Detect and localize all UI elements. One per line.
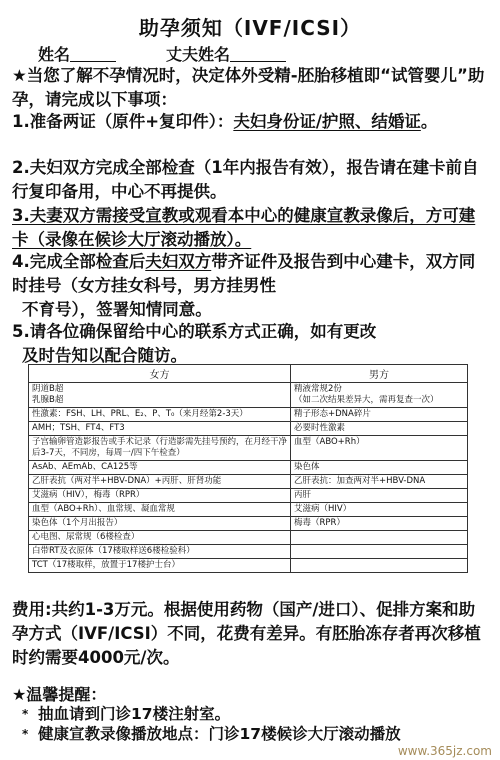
- female-exam-cell: 艾滋病（HIV），梅毒（RPR）: [29, 489, 291, 503]
- table-row: [29, 461, 468, 475]
- tip-1-text: 抽血请到门诊17楼注射室。: [38, 705, 231, 723]
- female-exam-cell: 白带RT及衣原体（17楼取样送6楼检验科）: [29, 545, 291, 559]
- wife-name-label: 姓名: [38, 45, 71, 64]
- item-4-underlined: 夫妇双方: [145, 252, 212, 271]
- item-5-line1: 5.请各位确保留给中心的联系方式正确，如有更改: [12, 322, 377, 341]
- table-row: [29, 489, 468, 503]
- exam-table: [28, 364, 468, 573]
- item-1-end: 。: [420, 112, 438, 131]
- table-row: [29, 531, 468, 545]
- item-3: 3.夫妻双方需接受宣教或观看本中心的健康宣教录像后，方可建卡（录像在候诊大厅滚动播放）。: [12, 206, 476, 249]
- item-4-text: 4.完成全部检查后: [12, 252, 146, 271]
- header-male: 男方: [291, 365, 468, 383]
- female-exam-cell: 子宫输卵管造影报告或手术记录（行造影需先挂号预约，在月经干净后3-7天，不同房，每周一/四下午检查）: [29, 436, 291, 461]
- item-1-underlined: 夫妇身份证/护照、结婚证: [233, 112, 421, 131]
- item-5-line2: 及时告知以配合随访。: [22, 346, 187, 365]
- male-exam-cell: [291, 545, 468, 559]
- item-1: [12, 110, 488, 134]
- page-title: 助孕须知（IVF/ICSI）: [138, 16, 362, 40]
- tip-2: [22, 724, 478, 744]
- header-female: 女方: [29, 365, 291, 383]
- item-4: [12, 250, 488, 322]
- husband-name-blank: [230, 47, 286, 62]
- intro-text: ★当您了解不孕情况时，决定体外受精-胚胎移植即“试管婴儿”助孕，请完成以下事项：: [12, 66, 485, 109]
- watermark: www.365jz.com: [397, 744, 492, 758]
- male-exam-cell: 乙肝表抗：加查两对半+HBV-DNA: [291, 475, 468, 489]
- tips-heading: ★温馨提醒：: [12, 685, 107, 704]
- female-exam-cell: 心电图、尿常规（6楼检查）: [29, 531, 291, 545]
- bullet-star-icon: *: [22, 727, 29, 741]
- table-row: [29, 422, 468, 436]
- female-exam-cell: AMH；TSH、FT4、FT3: [29, 422, 291, 436]
- table-row: [29, 408, 468, 422]
- male-exam-cell: [291, 559, 468, 573]
- bullet-star-icon: *: [22, 707, 29, 721]
- female-exam-cell: 染色体（1个月出报告）: [29, 517, 291, 531]
- female-exam-cell: 血型（ABO+Rh）、血常规、凝血常规: [29, 503, 291, 517]
- item-2: 2.夫妇双方完成全部检查（1年内报告有效），报告请在建卡前自行复印备用，中心不再提供。: [12, 158, 479, 201]
- table-row: [29, 436, 468, 461]
- female-exam-cell: 阴道B超 乳腺B超: [29, 383, 291, 408]
- table-row: [29, 545, 468, 559]
- item-5: [12, 320, 488, 368]
- male-exam-cell: 必要时性激素: [291, 422, 468, 436]
- husband-name-label: 丈夫姓名: [166, 45, 231, 64]
- table-row: [29, 503, 468, 517]
- table-row: [29, 517, 468, 531]
- male-exam-cell: 丙肝: [291, 489, 468, 503]
- table-row: [29, 383, 468, 408]
- male-exam-cell: [291, 531, 468, 545]
- fee-text: 费用:共约1-3万元。根据使用药物（国产/进口）、促排方案和助孕方式（IVF/ICSI）不同，花费有差异。有胚胎冻存者再次移植时约需要4000元/次。: [12, 600, 481, 667]
- name-fields: [38, 42, 286, 65]
- table-row: [29, 475, 468, 489]
- tip-1: [22, 704, 478, 724]
- exam-table-body: [29, 383, 468, 573]
- male-exam-cell: 梅毒（RPR）: [291, 517, 468, 531]
- male-exam-cell: 染色体: [291, 461, 468, 475]
- male-exam-cell: 精子形态+DNA碎片: [291, 408, 468, 422]
- wife-name-blank: [70, 47, 116, 62]
- item-4-text-mid: 带齐证件及报告到中心建卡，双方同时挂号（女方挂女科号，男方挂男性: [12, 252, 476, 295]
- male-exam-cell: 艾滋病（HIV）: [291, 503, 468, 517]
- female-exam-cell: 性激素：FSH、LH、PRL、E₂、P、T₀（来月经第2-3天）: [29, 408, 291, 422]
- table-row: [29, 559, 468, 573]
- item-1-text: 1.准备两证（原件+复印件）：: [12, 112, 234, 131]
- table-header-row: [29, 365, 468, 383]
- male-exam-cell: 精液常规2份 （如二次结果差异大，需再复查一次）: [291, 383, 468, 408]
- item-4-line2: 不育号），签署知情同意。: [22, 300, 212, 319]
- female-exam-cell: 乙肝表抗（两对半+HBV-DNA）+丙肝、肝肾功能: [29, 475, 291, 489]
- male-exam-cell: 血型（ABO+Rh）: [291, 436, 468, 461]
- female-exam-cell: AsAb、AEmAb、CA125等: [29, 461, 291, 475]
- female-exam-cell: TCT（17楼取样，放置于17楼护士台）: [29, 559, 291, 573]
- tip-2-text: 健康宣教录像播放地点：门诊17楼候诊大厅滚动播放: [38, 725, 401, 743]
